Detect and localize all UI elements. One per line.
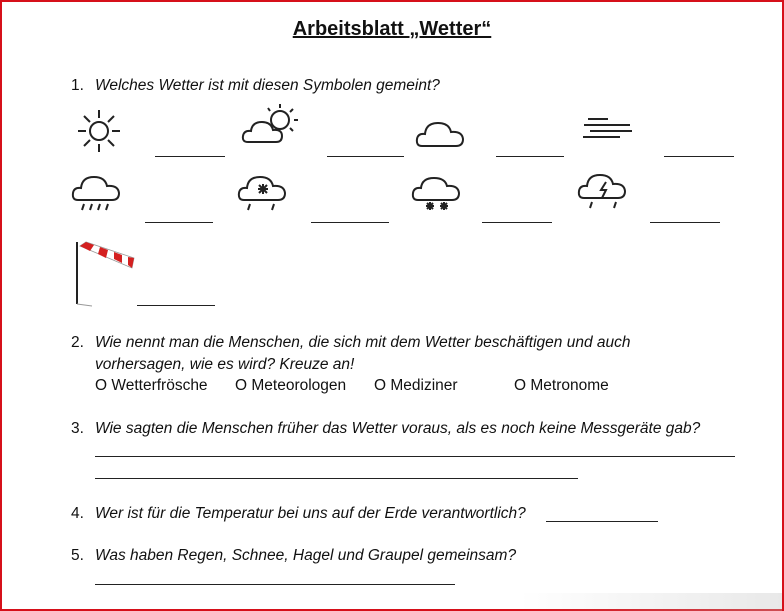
q4-number: 4. [71,505,84,522]
answer-line[interactable] [145,222,213,223]
cloud-icon [414,114,468,150]
option-metronome[interactable]: O Metronome [514,377,609,394]
answer-line[interactable] [311,222,389,223]
answer-line[interactable] [546,521,658,522]
windsock-icon [72,238,138,308]
q1-number: 1. [71,77,84,94]
option-mediziner[interactable]: O Mediziner [374,377,458,394]
page-title: Arbeitsblatt „Wetter“ [292,18,492,40]
q5-number: 5. [71,547,84,564]
answer-line[interactable] [482,222,552,223]
answer-line[interactable] [155,156,225,157]
q3-text: Wie sagten die Menschen früher das Wetter voraus, als es noch keine Messgeräte gab? [95,420,701,437]
sleet-icon [236,174,290,212]
q2-text-line2: vorhersagen, wie es wird? Kreuze an! [95,356,355,373]
answer-line[interactable] [95,456,735,457]
sun-icon [76,108,122,154]
answer-line[interactable] [327,156,404,157]
snow-icon [410,176,464,214]
answer-line[interactable] [95,478,578,479]
q1-text: Welches Wetter ist mit diesen Symbolen gemeint? [95,77,440,94]
q2-number: 2. [71,334,84,351]
q5-text: Was haben Regen, Schnee, Hagel und Graupel gemeinsam? [95,547,517,564]
thunderstorm-icon [576,172,630,210]
fog-icon [580,116,634,142]
q3-number: 3. [71,420,84,437]
answer-line[interactable] [496,156,564,157]
answer-line[interactable] [650,222,720,223]
sun-cloud-icon [240,102,304,150]
q4-text: Wer ist für die Temperatur bei uns auf der Erde verantwortlich? [95,505,526,522]
q2-text-line1: Wie nennt man die Menschen, die sich mit dem Wetter beschäftigen und auch [95,334,631,351]
answer-line[interactable] [137,305,215,306]
rain-icon [70,174,124,212]
option-wetterfroesche[interactable]: O Wetterfrösche [95,377,208,394]
answer-line[interactable] [95,584,455,585]
watermark-strip [520,593,782,611]
answer-line[interactable] [664,156,734,157]
option-meteorologen[interactable]: O Meteorologen [235,377,347,394]
